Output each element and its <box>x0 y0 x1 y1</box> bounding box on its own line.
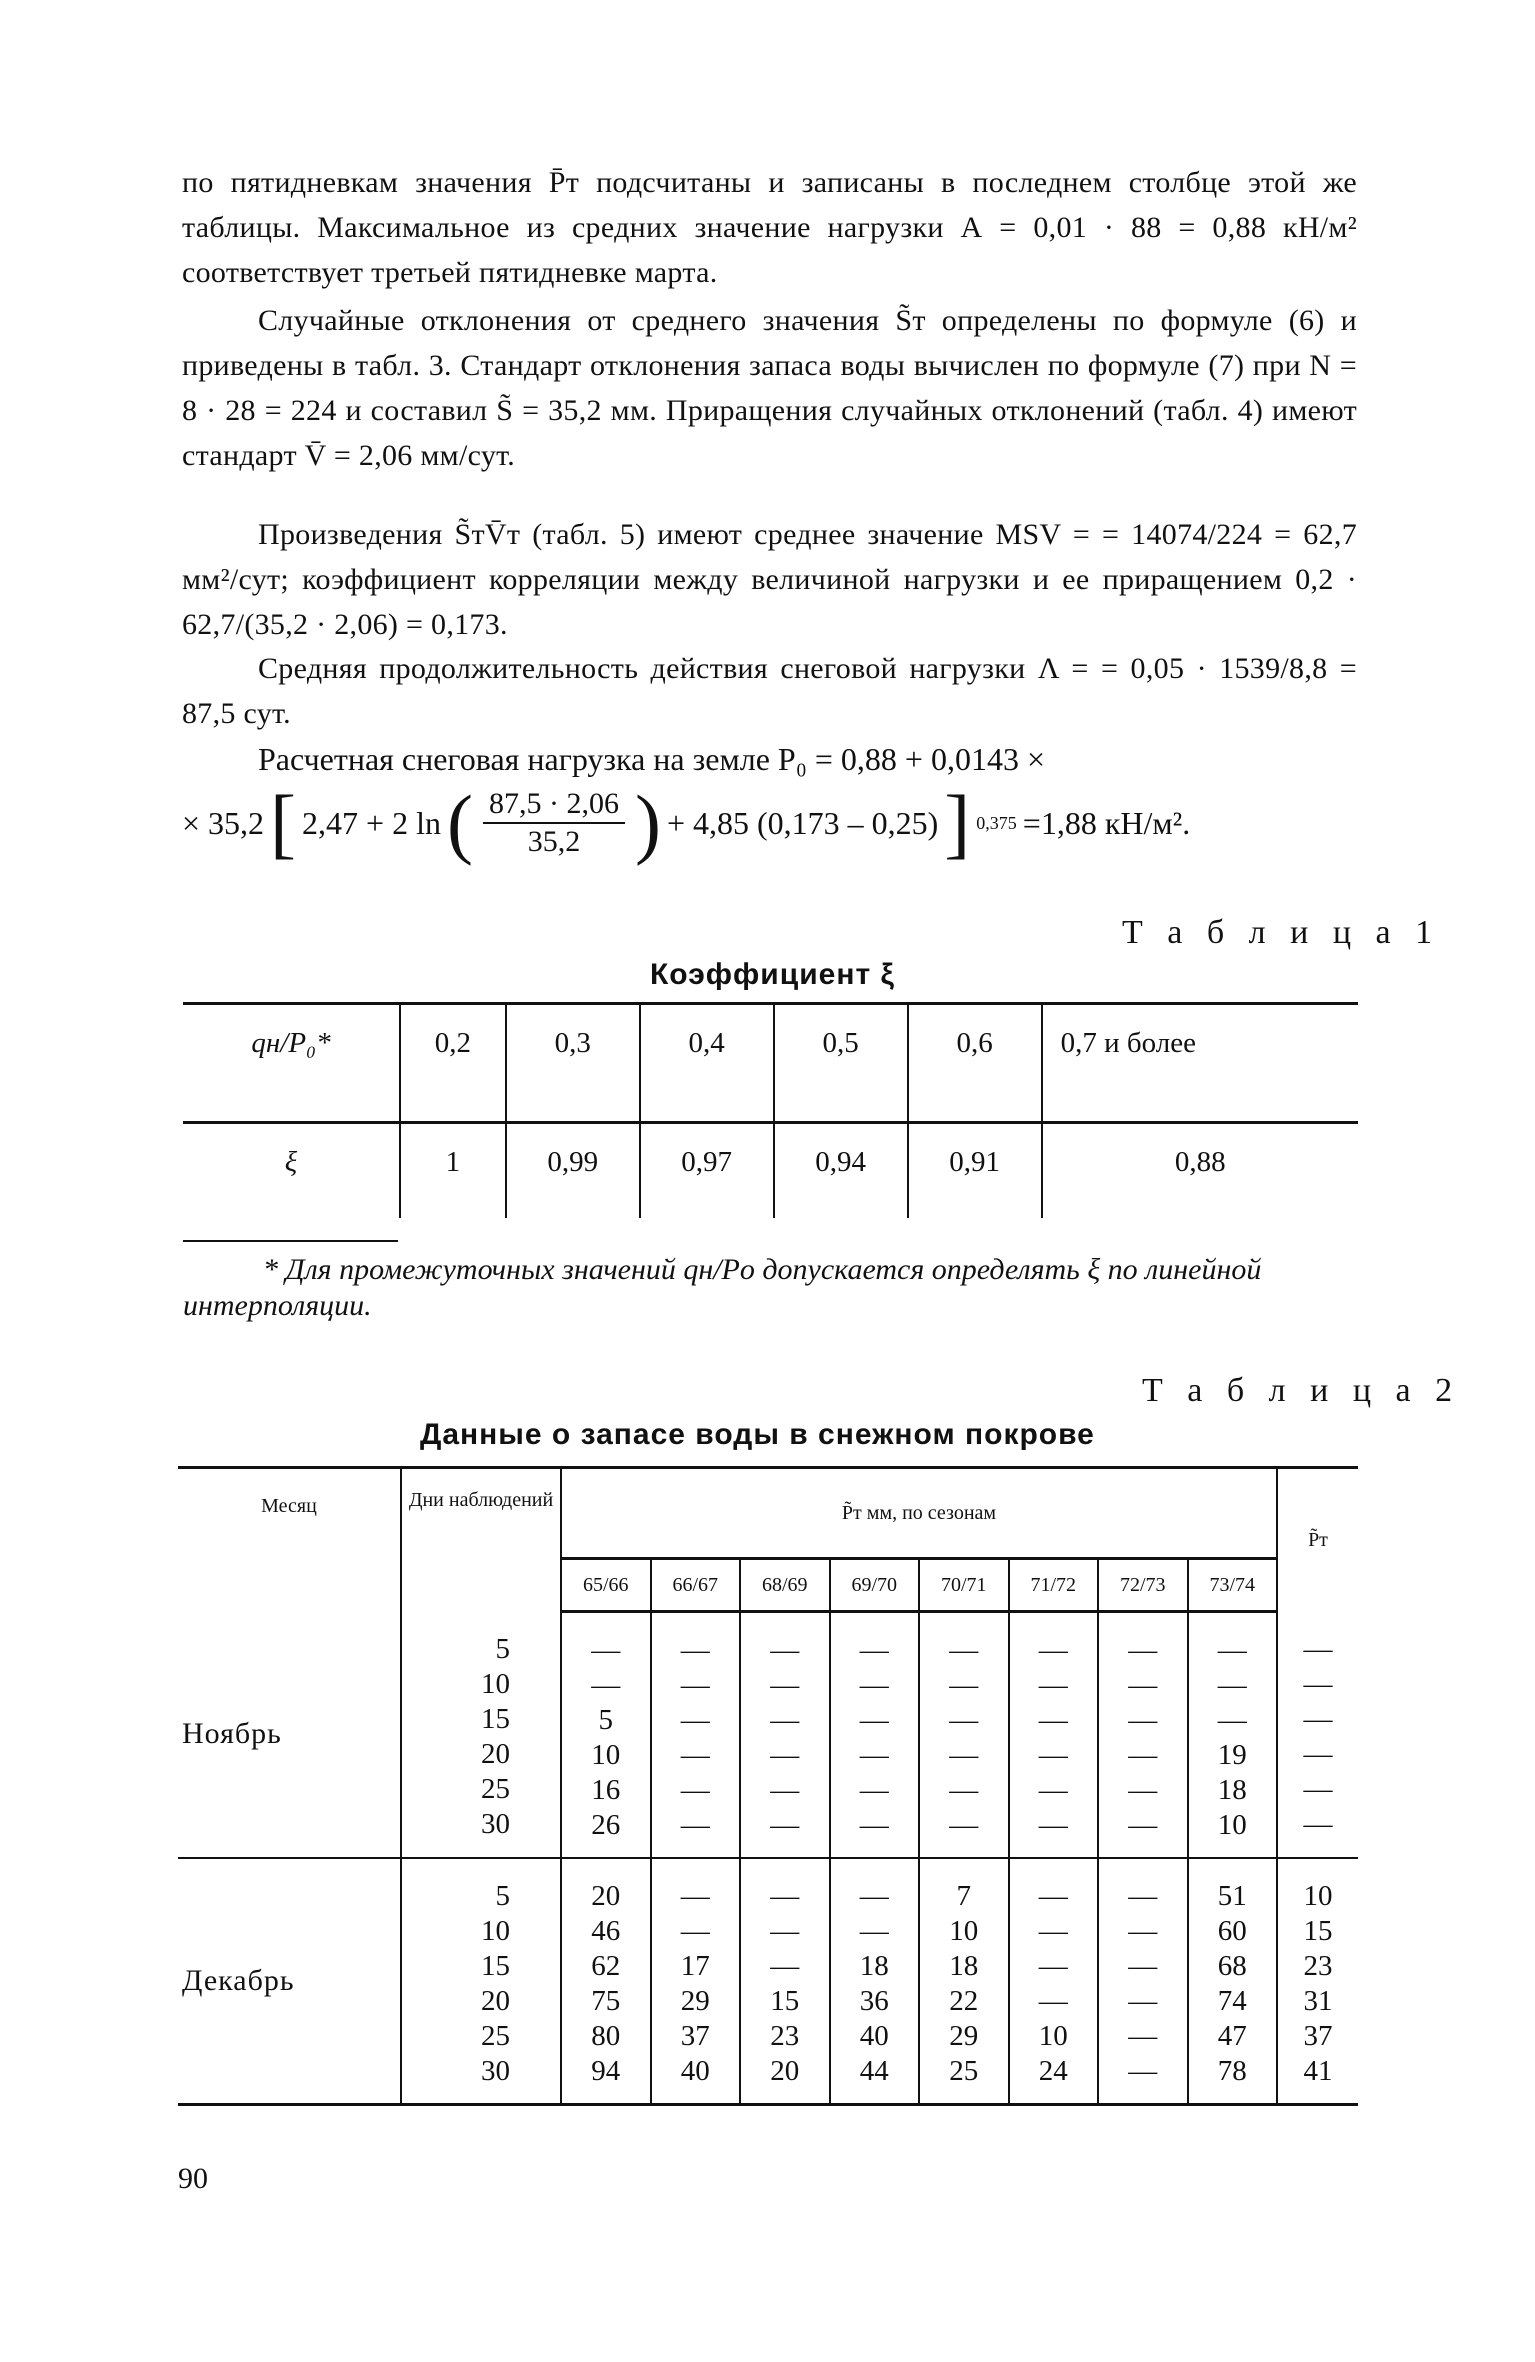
head-seasons-group: P̃т мм, по сезонам <box>561 1468 1277 1559</box>
formula-line-1: Расчетная снеговая нагрузка на земле P₀ = 0,88 + 0,0143 × <box>258 741 1045 777</box>
table2-header-row-1 <box>178 1468 1358 1559</box>
paren-open: ( <box>446 779 473 866</box>
month-label: Ноябрь <box>178 1612 401 1859</box>
table1-cell: 0,4 <box>640 1004 774 1123</box>
season-values: — — — — — — <box>1128 1880 1158 2087</box>
head-average: P̃т <box>1277 1468 1358 1612</box>
table1-cell: 0,7 и более <box>1042 1004 1358 1123</box>
season-header: 73/74 <box>1188 1559 1278 1612</box>
season-cell <box>1188 1858 1278 2105</box>
table1-cell: qн/P₀* <box>183 1004 400 1123</box>
average-values: — — — — — — <box>1303 1633 1333 1841</box>
table2-group-november <box>178 1612 1358 1859</box>
season-header: 66/67 <box>651 1559 741 1612</box>
season-cell <box>1009 1858 1099 2105</box>
days-values: 5 10 15 20 25 30 <box>481 1880 510 2087</box>
season-header: 65/66 <box>561 1559 651 1612</box>
head-days: Дни наблюдений <box>401 1468 561 1612</box>
table1-footnote: * Для промежуточных значений qн/Pо допускается определять ξ по линейной интерполяции. <box>183 1253 1262 1322</box>
coefficient-table <box>183 1002 1358 1218</box>
table1-title: Коэффициент ξ <box>650 958 895 991</box>
formula-exponent: 0,375 <box>976 813 1017 833</box>
season-values: — — — — — — <box>1038 1634 1068 1841</box>
season-cell <box>1098 1612 1188 1859</box>
days-cell <box>401 1612 561 1859</box>
season-cell <box>919 1858 1009 2105</box>
season-values: — — — — 10 24 <box>1038 1880 1068 2087</box>
table1-cell: 0,94 <box>774 1123 908 1219</box>
season-cell <box>651 1858 741 2105</box>
table2-caption: Т а б л и ц а 2 <box>1142 1372 1461 1409</box>
season-cell <box>1009 1612 1099 1859</box>
season-cell <box>830 1858 920 2105</box>
season-values: — — — — — — <box>770 1634 800 1841</box>
table1-cell: 0,5 <box>774 1004 908 1123</box>
month-label: Декабрь <box>178 1858 401 2105</box>
season-header: 72/73 <box>1098 1559 1188 1612</box>
paren-close: ) <box>634 779 661 866</box>
average-cell <box>1277 1858 1358 2105</box>
days-values: 5 10 15 20 25 30 <box>481 1633 510 1841</box>
table1-cell: 1 <box>400 1123 506 1219</box>
season-values: 51 60 68 74 47 78 <box>1217 1880 1247 2087</box>
paragraph-1: по пятидневкам значения P̄т подсчитаны и записаны в последнем столбце этой же таблицы. Максимальное из средних значение нагрузки А = 0,01 · 88 = 0,88 кН/м² соответствует третьей пятидневке марта. <box>182 166 1357 289</box>
table1-header-row <box>183 1004 1358 1123</box>
table1-cell: 0,99 <box>506 1123 640 1219</box>
season-cell <box>740 1858 830 2105</box>
formula-result: =1,88 кН/м². <box>1022 805 1191 841</box>
season-values: 20 46 62 75 80 94 <box>591 1880 621 2087</box>
season-header: 68/69 <box>740 1559 830 1612</box>
table2-group-december <box>178 1858 1358 2105</box>
bracket-open: [ <box>270 779 297 866</box>
season-header: 70/71 <box>919 1559 1009 1612</box>
table1-cell: 0,2 <box>400 1004 506 1123</box>
paragraph-4: Средняя продолжительность действия снеговой нагрузки Λ = = 0,05 · 1539/8,8 = 87,5 сут. <box>182 652 1357 730</box>
season-values: — — 5 10 16 26 <box>591 1634 621 1841</box>
season-values: — — — — — — <box>859 1634 889 1841</box>
season-cell <box>651 1612 741 1859</box>
season-values: — — — — — — <box>680 1634 710 1841</box>
table1-cell: 0,91 <box>908 1123 1042 1219</box>
formula-part-1: 2,47 + 2 ln <box>302 805 441 841</box>
formula-line-2 <box>182 779 1362 866</box>
table1-cell: 0,3 <box>506 1004 640 1123</box>
season-cell <box>740 1612 830 1859</box>
table1-value-row <box>183 1123 1358 1219</box>
formula-fraction <box>483 786 625 860</box>
season-values: — — — — — — <box>949 1634 979 1841</box>
paragraph-3: Произведения S̃тV̄т (табл. 5) имеют среднее значение MSV = = 14074/224 = 62,7 мм²/сут; коэффициент корреляции между величиной нагрузки и ее приращением 0,2 · 62,7/(35,2 · 2,06) = 0,173. <box>182 518 1357 641</box>
fraction-numerator: 87,5 · 2,06 <box>483 786 625 824</box>
snow-load-formula <box>182 734 1362 866</box>
season-cell <box>1098 1858 1188 2105</box>
head-month: Месяц <box>178 1468 401 1612</box>
formula-lead: × 35,2 <box>182 805 265 841</box>
table1-cell: 0,88 <box>1042 1123 1358 1219</box>
season-values: — — 17 29 37 40 <box>680 1880 710 2087</box>
table1-caption: Т а б л и ц а 1 <box>1122 914 1441 951</box>
formula-part-2: + 4,85 (0,173 – 0,25) <box>666 805 939 841</box>
page-number: 90 <box>178 2162 208 2195</box>
bracket-close: ] <box>944 779 971 866</box>
season-cell <box>561 1858 651 2105</box>
season-values: — — — 19 18 10 <box>1217 1634 1247 1841</box>
season-values: — — 18 36 40 44 <box>859 1880 889 2087</box>
season-cell <box>1188 1612 1278 1859</box>
season-values: — — — — — — <box>1128 1634 1158 1841</box>
paragraph-2: Случайные отклонения от среднего значения S̃т определены по формуле (6) и приведены в табл. 3. Стандарт отклонения запаса воды вычислен по формуле (7) при N = 8 · 28 = 224 и составил S̃ = 35,2 мм. Приращения случайных отклонений (табл. 4) имеют стандарт V̄ = 2,06 мм/сут. <box>182 304 1357 472</box>
season-cell <box>561 1612 651 1859</box>
season-values: — — — 15 23 20 <box>770 1880 800 2087</box>
season-values: 7 10 18 22 29 25 <box>949 1880 979 2087</box>
season-cell <box>830 1612 920 1859</box>
average-values: 10 15 23 31 37 41 <box>1303 1880 1333 2087</box>
table1-cell: ξ <box>183 1123 400 1219</box>
table1-cell: 0,97 <box>640 1123 774 1219</box>
footnote-rule <box>183 1240 398 1242</box>
snow-water-table <box>178 1466 1358 2106</box>
table2-title: Данные о запасе воды в снежном покрове <box>420 1418 1095 1451</box>
days-cell <box>401 1858 561 2105</box>
fraction-denominator: 35,2 <box>527 825 581 858</box>
season-header: 69/70 <box>830 1559 920 1612</box>
season-header: 71/72 <box>1009 1559 1099 1612</box>
table1-cell: 0,6 <box>908 1004 1042 1123</box>
season-cell <box>919 1612 1009 1859</box>
average-cell <box>1277 1612 1358 1859</box>
